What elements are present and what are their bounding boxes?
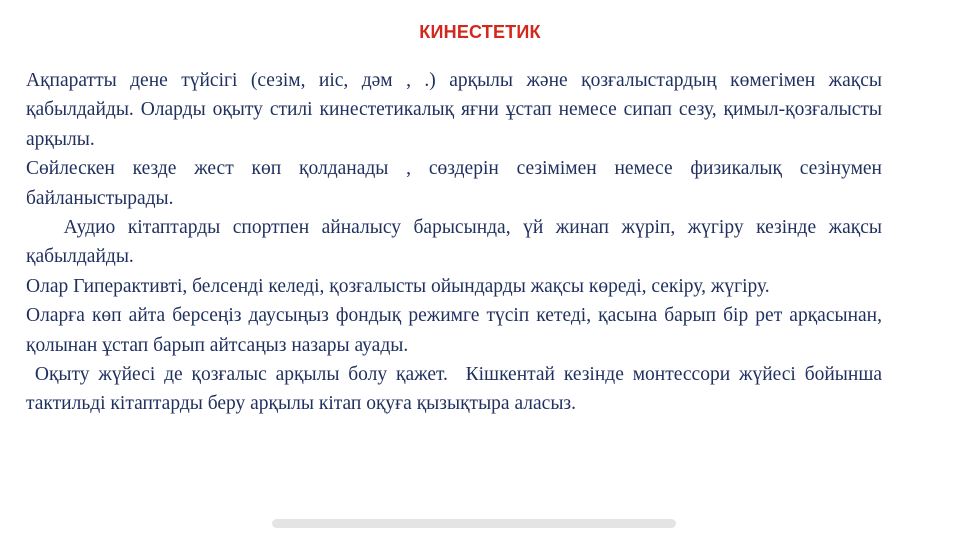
- paragraph-6: Оқыту жүйесі де қозғалыс арқылы болу қажет. Кішкентай кезінде монтессори жүйесі бойынша тактильді кітаптарды беру арқылы кітап оқуға қызықтыра аласыз.: [26, 364, 892, 415]
- slide-title: КИНЕСТЕТИК: [419, 22, 541, 42]
- paragraph-5: Оларға көп айта берсеңіз даусыңыз фондық режимге түсіп кетеді, қасына барып бір рет арқасынан, қолынан ұстап барып айтсаңыз назары ауады.: [26, 305, 882, 356]
- paragraph-2: Сөйлескен кезде жест көп қолданады , сөздерін сезімімен немесе физикалық сезінумен байланыстырады.: [26, 158, 882, 209]
- slide-body: [26, 66, 892, 419]
- horizontal-scrollbar[interactable]: [272, 519, 676, 528]
- paragraph-3: Аудио кітаптарды спортпен айналысу барысында, үй жинап жүріп, жүгіру кезінде жақсы қабылдайды.: [26, 217, 887, 268]
- paragraph-1: Ақпаратты дене түйсігі (сезім, иіс, дәм , .) арқылы және қозғалыстардың көмегімен жақсы қабылдайды. Оларды оқыту стилі кинестетикалық яғни ұстап немесе сипап сезу, қимыл-қозғалысты арқылы.: [26, 70, 882, 150]
- paragraph-4: Олар Гиперактивті, белсенді келеді, қозғалысты ойындарды жақсы көреді, секіру, жүгіру.: [26, 275, 770, 297]
